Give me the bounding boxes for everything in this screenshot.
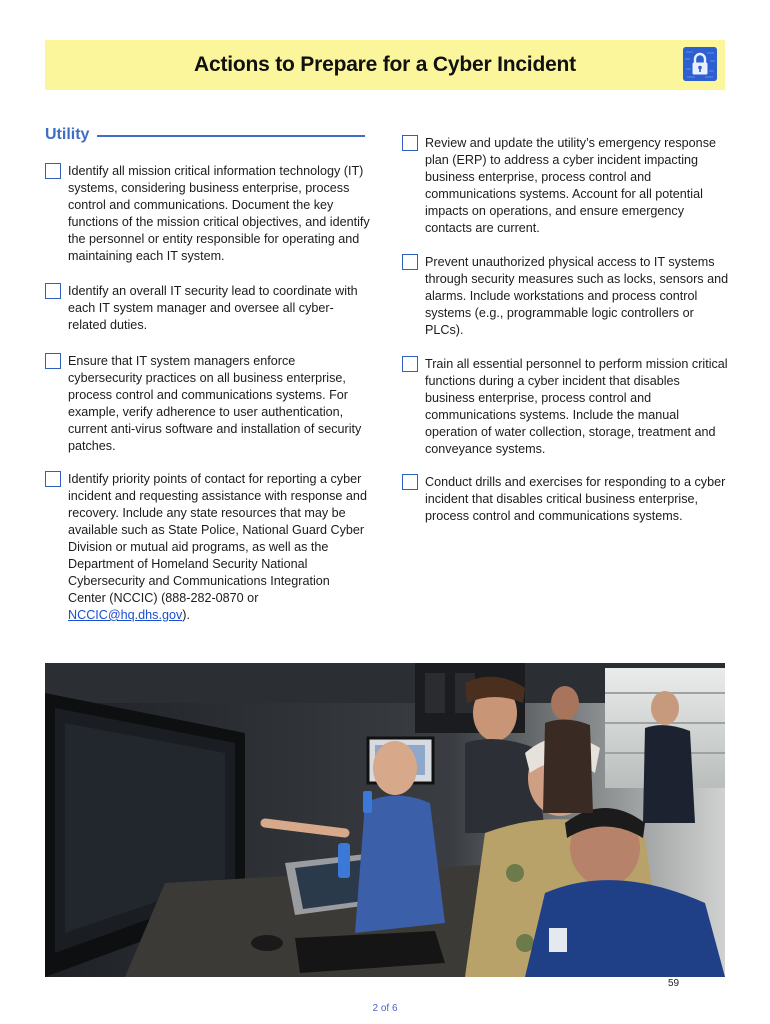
item-text: Identify all mission critical information technology (IT) systems, considering business enterprise, process control and communications. Document the key functions of the mission critical objectives, and identify the personnel or entity responsible for operating and maintaining each IT system. (68, 164, 370, 263)
section-rule (97, 135, 365, 137)
checkbox[interactable] (402, 254, 418, 270)
checklist-item (45, 283, 370, 334)
checkbox[interactable] (402, 474, 418, 490)
title-banner (45, 40, 725, 90)
checklist-item (45, 471, 370, 624)
item-text: Prevent unauthorized physical access to IT systems through security measures such as locks, sensors and alarms. Include workstations and process control systems (e.g., programmable logic controllers or PLCs). (425, 255, 729, 337)
checklist-item (402, 135, 732, 237)
checkbox[interactable] (45, 353, 61, 369)
item-text: Ensure that IT system managers enforce cybersecurity practices on all business enterprise, process control and communications systems. For example, verify adherence to user authentication, current anti-virus software and installation of security patches. (68, 354, 362, 453)
left-column (45, 163, 370, 624)
item-text: Identify an overall IT security lead to coordinate with each IT system manager and oversee all cyber-related duties. (68, 284, 358, 332)
item-text: Train all essential personnel to perform mission critical functions during a cyber incident that disables business enterprise, process control and communications systems. Include the manual operation of water collection, storage, treatment and conveyance systems. (425, 357, 728, 456)
item-text-after: ). (182, 608, 190, 622)
checkbox[interactable] (45, 283, 61, 299)
checklist-item (402, 356, 732, 458)
page-indicator: 2 of 6 (372, 1003, 398, 1014)
checklist-item (402, 474, 732, 525)
item-text: Review and update the utility’s emergency response plan (ERP) to address a cyber incident impacting business enterprise, process control and communications systems. Account for all potential impacts on operations, and ensure emergency contacts are current. (425, 136, 716, 235)
checklist-item (45, 353, 370, 455)
right-column (402, 135, 732, 525)
lock-icon (683, 47, 717, 81)
item-text (68, 471, 370, 624)
photo-cyber-training (45, 663, 725, 977)
page-number: 59 (668, 978, 680, 989)
checklist-item (402, 254, 732, 339)
nccic-email-link[interactable]: NCCIC@hq.dhs.gov (68, 608, 183, 622)
checkbox[interactable] (45, 163, 61, 179)
checkbox[interactable] (45, 471, 61, 487)
section-heading (45, 126, 365, 144)
item-text: Conduct drills and exercises for responding to a cyber incident that disables critical business enterprise, process control and communications systems. (425, 475, 726, 523)
item-text-main: Identify priority points of contact for reporting a cyber incident and requesting assistance with response and recovery. Include any state resources that may be available such as State Police, National Guard Cyber Division or mutual aid programs, as well as the Department of Homeland Security National Cybersecurity and Communications Integration Center (NCCIC) (888-282-0870 or (68, 472, 367, 605)
section-title: Utility (45, 126, 90, 143)
page-title: Actions to Prepare for a Cyber Incident (194, 53, 576, 76)
checklist-item (45, 163, 370, 265)
checkbox[interactable] (402, 135, 418, 151)
checkbox[interactable] (402, 356, 418, 372)
